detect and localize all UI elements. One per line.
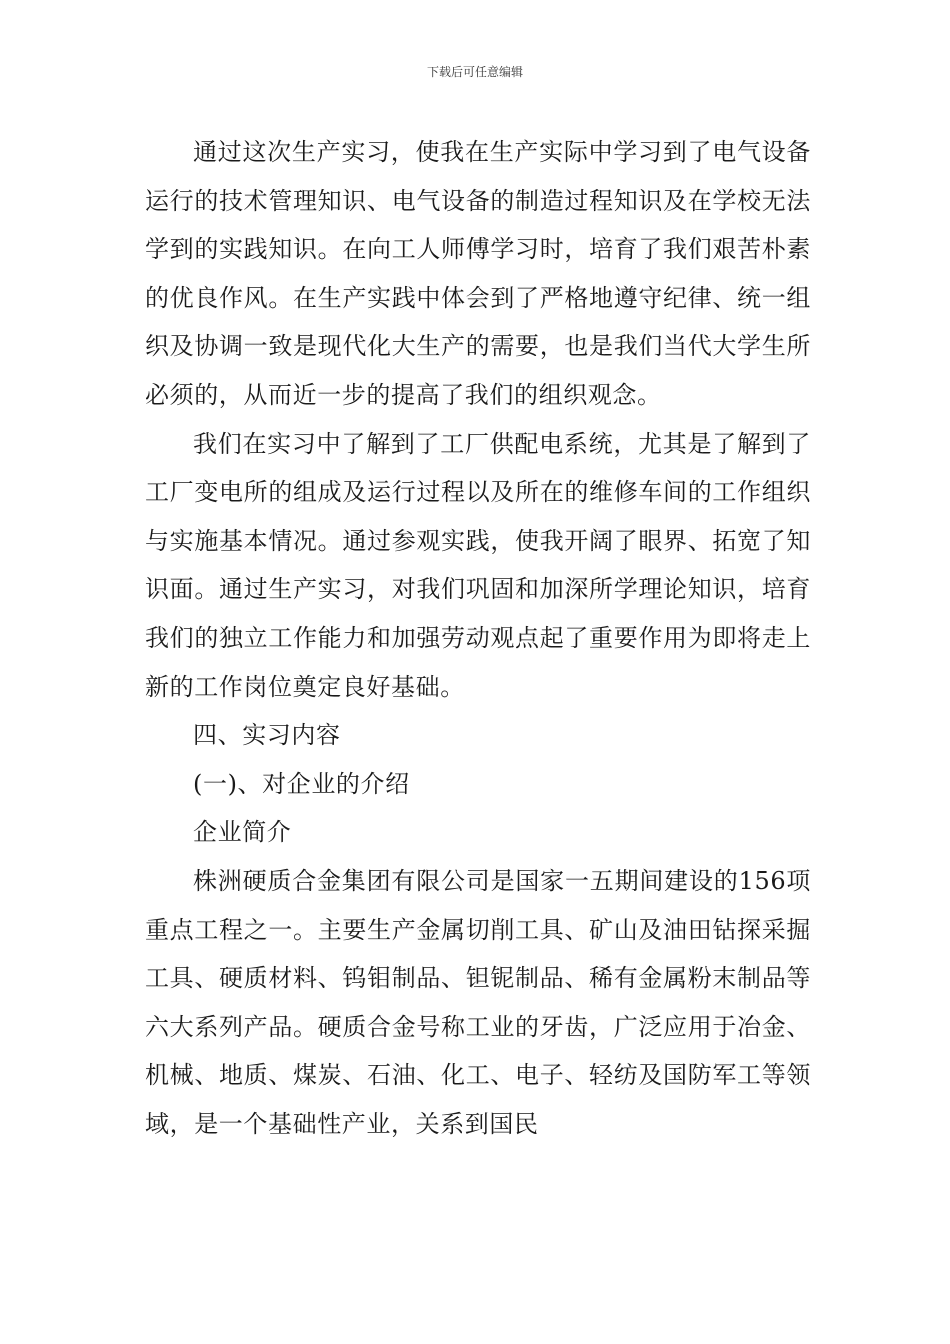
subsection-heading-company-intro: (一)、对企业的介绍 (193, 769, 410, 798)
page-header: 下载后可任意编辑 (426, 65, 523, 79)
paragraph-power-system-learning: 我们在实习中了解到了工厂供配电系统，尤其是了解到了工厂变电所的组成及运行过程以及所在的维修车间的工作组织与实施基本情况。通过参观实践，使我开阔了眼界、拓宽了知识面。通过生产实习，对我们巩固和加深所学理论知识，培育我们的独立工作能力和加强劳动观点起了重要作用为即将走上新的工作岗位奠定良好基础。 (145, 429, 811, 701)
paragraph-company-profile: 株洲硬质合金集团有限公司是国家一五期间建设的156项重点工程之一。主要生产金属切削工具、矿山及油田钻探采掘工具、硬质材料、钨钼制品、钽铌制品、稀有金属粉末制品等六大系列产品。硬质合金号称工业的牙齿，广泛应用于冶金、机械、地质、煤炭、石油、化工、电子、轻纺及国防军工等领域，是一个基础性产业，关系到国民 (145, 866, 811, 1138)
paragraph-internship-gains: 通过这次生产实习，使我在生产实际中学习到了电气设备运行的技术管理知识、电气设备的制造过程知识及在学校无法学到的实践知识。在向工人师傅学习时，培育了我们艰苦朴素的优良作风。在生产实践中体会到了严格地遵守纪律、统一组织及协调一致是现代化大生产的需要，也是我们当代大学生所必须的，从而近一步的提高了我们的组织观念。 (145, 138, 811, 409)
subheading-company-profile: 企业简介 (193, 818, 292, 847)
section-heading-internship-content: 四、实习内容 (193, 721, 341, 750)
document-body (145, 128, 811, 1148)
